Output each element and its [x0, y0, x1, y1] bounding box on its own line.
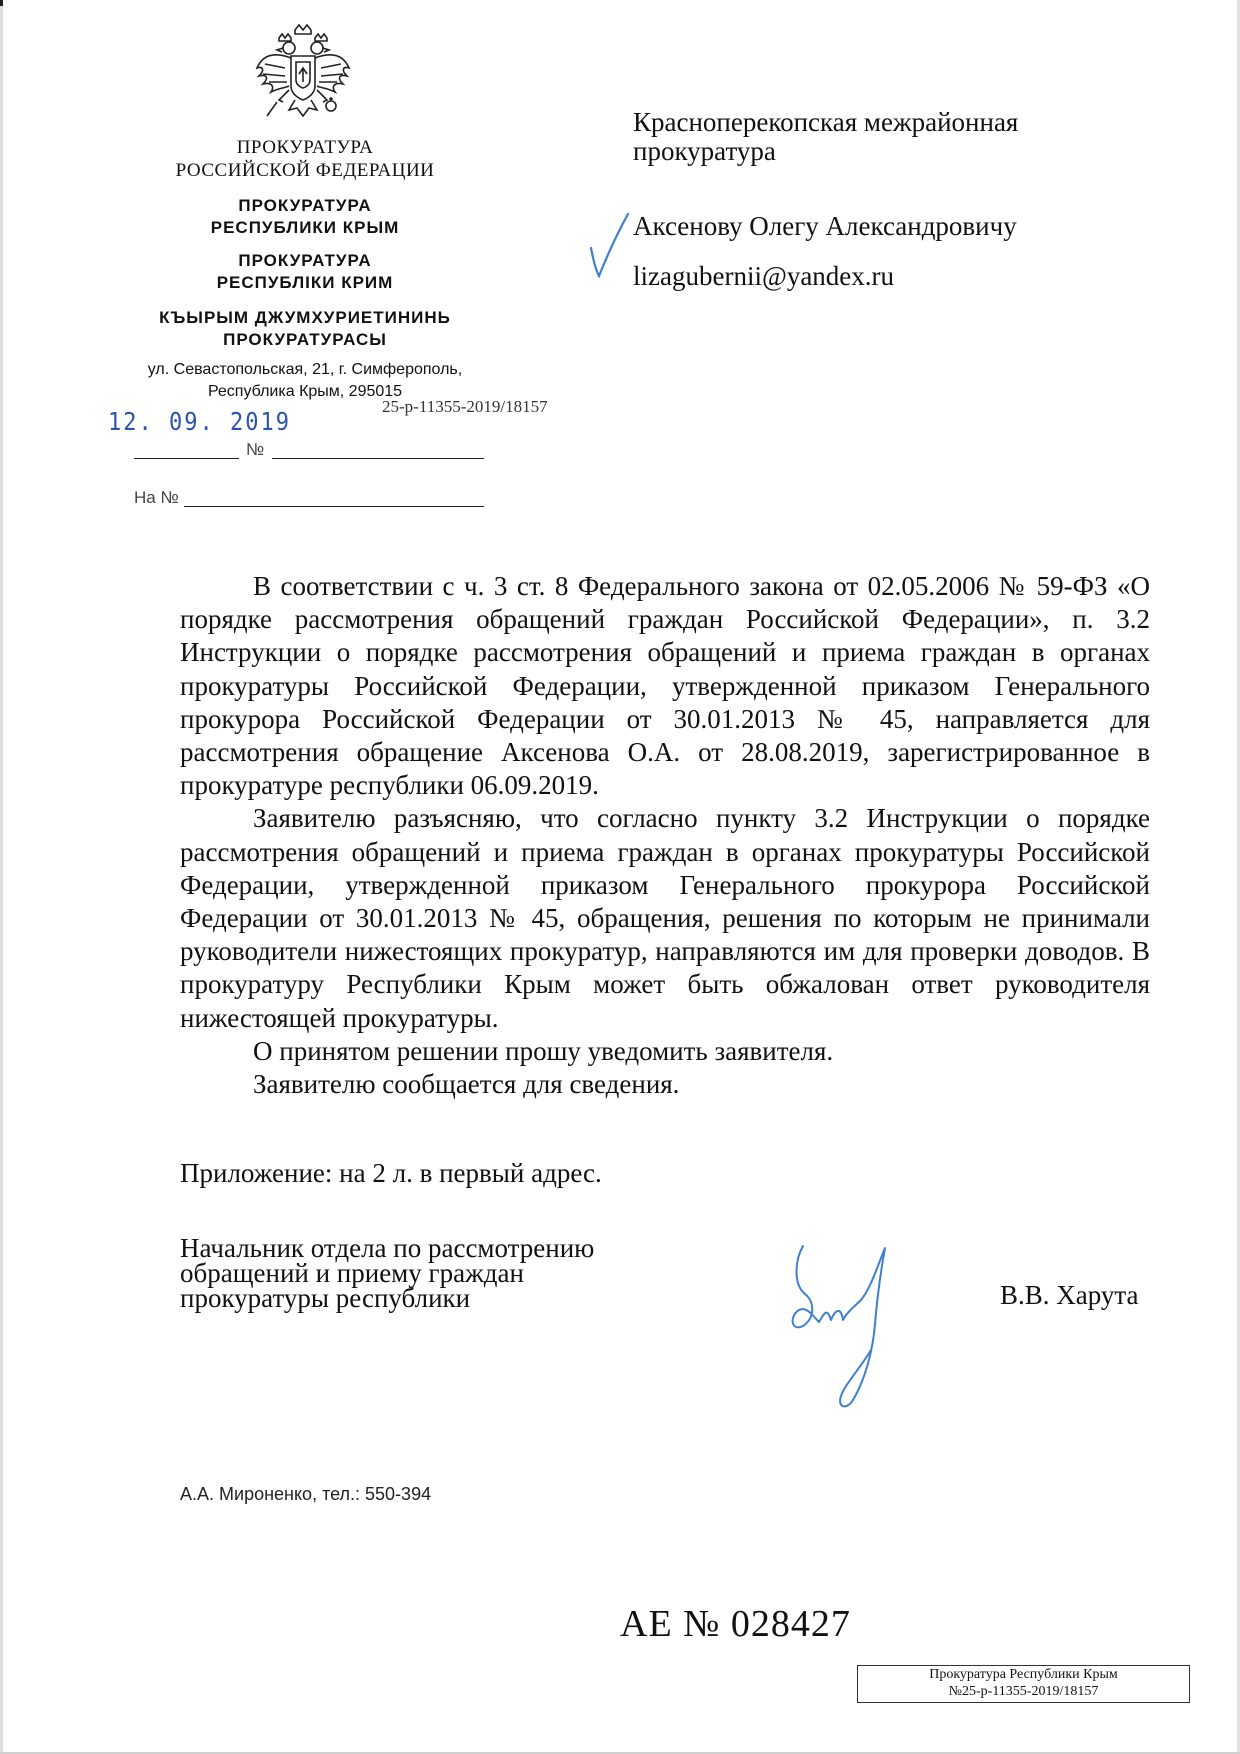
- letterhead-uk-line1: ПРОКУРАТУРА: [238, 251, 372, 270]
- body-paragraph-3: О принятом решении прошу уведомить заявителя.: [253, 1035, 834, 1066]
- number-sign: №: [246, 440, 265, 459]
- letterhead-crimea-ru: [120, 197, 490, 241]
- registration-stamp: [857, 1665, 1190, 1703]
- signatory-title-line1: Начальник отдела по рассмотрению: [180, 1233, 595, 1263]
- attachment-note: Приложение: на 2 л. в первый адрес.: [180, 1158, 602, 1188]
- handwritten-signature: [785, 1240, 905, 1415]
- letterhead-address-line2: Республика Крым, 295015: [207, 383, 403, 400]
- registration-number: 25-р-11355-2019/18157: [382, 397, 548, 416]
- letterhead-org-line1: ПРОКУРАТУРА: [236, 137, 374, 158]
- number-blank-line: [272, 458, 484, 459]
- form-number: АЕ № 028427: [620, 1603, 851, 1645]
- signatory-title: [180, 1233, 595, 1313]
- signatory-title-line3: прокуратуры республики: [180, 1283, 471, 1313]
- date-stamp: 12. 09. 2019: [108, 408, 291, 437]
- letterhead-crimea-ct: [120, 309, 490, 353]
- letterhead-address-line1: ул. Севастопольская, 21, г. Симферополь,: [147, 361, 463, 378]
- in-reply-label: На №: [134, 488, 179, 507]
- in-reply-blank-line: [184, 506, 484, 507]
- letterhead-ct-line2: ПРОКУРАТУРАСЫ: [223, 330, 387, 349]
- scan-edge-left: [0, 0, 3, 1754]
- signatory-name: В.В. Харута: [1000, 1280, 1139, 1310]
- check-mark-icon: [585, 210, 630, 280]
- letterhead-ru-line2: РЕСПУБЛИКИ КРЫМ: [210, 218, 400, 237]
- addressee-email: lizagubernii@yandex.ru: [633, 261, 895, 291]
- executor-info: А.А. Мироненко, тел.: 550-394: [180, 1484, 432, 1504]
- coat-of-arms-emblem: [255, 24, 351, 128]
- letterhead-ru-line1: ПРОКУРАТУРА: [238, 196, 372, 215]
- addressee-name: Аксенову Олегу Александровичу: [633, 211, 1017, 241]
- body-paragraph-1: В соответствии с ч. 3 ст. 8 Федерального закона от 02.05.2006 № 59-ФЗ «О порядке рассмотрения обращений граждан Российской Федерации», п. 3.2 Инструкции о порядке рассмотрения обращений и приема граждан в органах прокуратуры Российской Федерации, утвержденной приказом Генерального прокурора Российской Федерации от 30.01.2013 № 45, направляется для рассмотрения обращение Аксенова О.А. от 28.08.2019, зарегистрированное в прокуратуре республики 06.09.2019.: [180, 571, 1150, 801]
- in-reply-row: [134, 488, 484, 512]
- date-blank-line: [134, 458, 239, 459]
- registration-stamp-line2: №25-р-11355-2019/18157: [948, 1684, 1099, 1699]
- letterhead-org-line2: РОССИЙСКОЙ ФЕДЕРАЦИИ: [175, 160, 435, 181]
- signatory-title-line2: обращений и приему граждан: [180, 1258, 524, 1288]
- letter-body: [180, 570, 1150, 1101]
- body-paragraph-2: Заявителю разъясняю, что согласно пункту 3.2 Инструкции о порядке рассмотрения обращений и приема граждан в органах прокуратуры Российской Федерации, утвержденной приказом Генерального прокурора Российской Федерации от 30.01.2013 № 45, обращения, решения по которым не принимали руководители нижестоящих прокуратур, направляются им для проверки доводов. В прокуратуру Республики Крым может быть обжалован ответ руководителя нижестоящей прокуратуры.: [180, 803, 1150, 1033]
- letterhead-crimea-uk: [120, 252, 490, 296]
- addressee-organization: Красноперекопская межрайонная прокуратура: [633, 107, 1019, 167]
- letterhead-uk-line2: РЕСПУБЛІКИ КРИМ: [216, 273, 394, 292]
- letterhead-ct-line1: КЪЫРЫМ ДЖУМХУРИЕТИНИНЬ: [159, 308, 451, 327]
- outgoing-number-row: [134, 440, 484, 464]
- body-paragraph-4: Заявителю сообщается для сведения.: [253, 1069, 680, 1100]
- registration-stamp-line1: Прокуратура Республики Крым: [929, 1667, 1118, 1682]
- letterhead-federal-prosecutor: [120, 138, 490, 184]
